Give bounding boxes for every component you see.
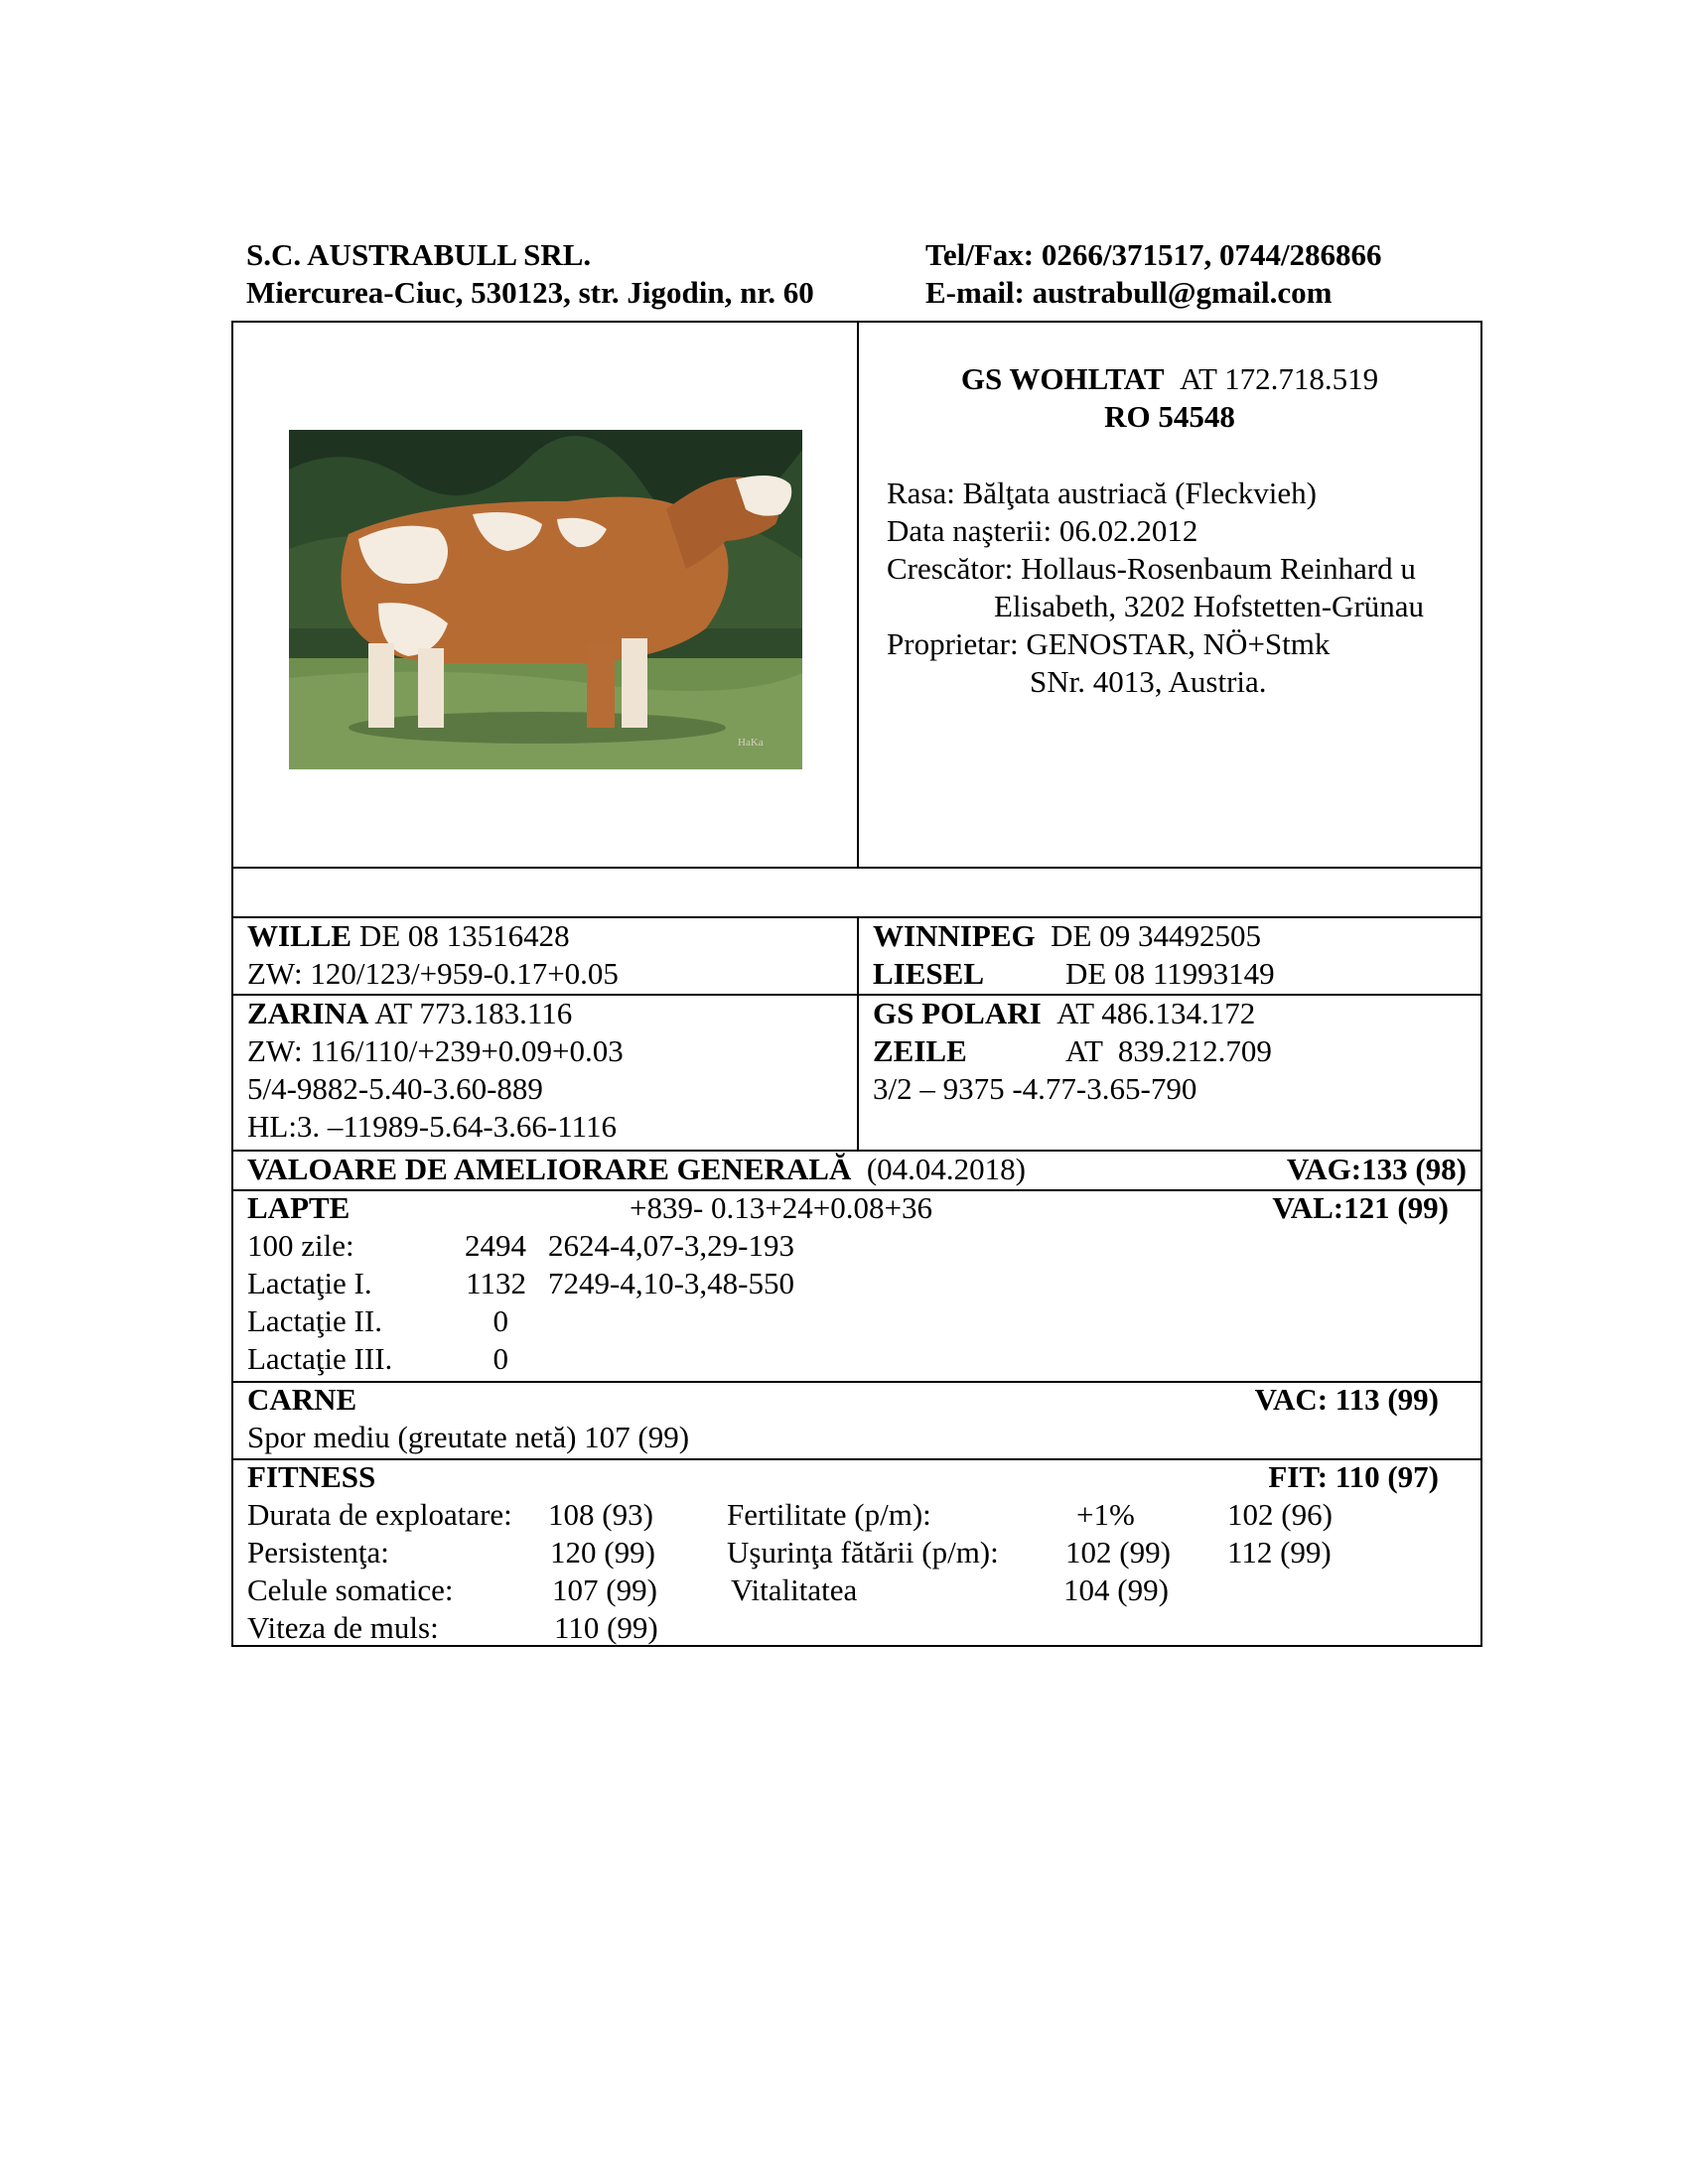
- fitness-trait-label: Uşurinţa fătării (p/m):: [727, 1535, 999, 1570]
- milk-row-label: Lactaţie I.: [247, 1266, 372, 1300]
- fitness-trait-value: +1%: [1076, 1497, 1135, 1532]
- fitness-trait-label: Viteza de muls:: [247, 1610, 439, 1645]
- company-email: E-mail: austrabull@gmail.com: [925, 275, 1333, 310]
- milk-row-days: 0: [492, 1341, 508, 1376]
- fitness-trait-label: Celule somatice:: [247, 1572, 454, 1607]
- bull-catalog-table: [231, 321, 1482, 1647]
- fitness-trait-label: Durata de exploatare:: [247, 1497, 512, 1532]
- milk-row-yield: 7249-4,10-3,48-550: [548, 1266, 794, 1300]
- sire-name: WILLE: [247, 918, 352, 953]
- fitness-trait-value: 107 (99): [552, 1572, 657, 1607]
- company-phone: Tel/Fax: 0266/371517, 0744/286866: [925, 237, 1382, 272]
- fitness-trait-value: 102 (96): [1227, 1497, 1333, 1532]
- fitness-trait-value: 120 (99): [550, 1535, 655, 1570]
- fitness-trait-value: 104 (99): [1063, 1572, 1169, 1607]
- fitness-fit: FIT: 110 (97): [1268, 1459, 1439, 1494]
- general-date: (04.04.2018): [866, 1152, 1026, 1186]
- divider: [857, 916, 859, 1150]
- dam-dam-name: ZEILE: [873, 1033, 967, 1068]
- general-vag: VAG:133 (98): [1286, 1152, 1467, 1186]
- sire-dam-name: LIESEL: [873, 956, 985, 991]
- dam-zw: ZW: 116/110/+239+0.09+0.03: [247, 1033, 624, 1068]
- fitness-trait-value: 110 (99): [554, 1610, 658, 1645]
- bull-breed: Rasa: Bălţata austriacă (Fleckvieh): [887, 476, 1317, 510]
- photo-watermark: HaKa: [738, 737, 764, 749]
- bull-title: [857, 360, 1482, 398]
- bull-breeder: Crescător: Hollaus-Rosenbaum Reinhard u: [887, 551, 1416, 586]
- milk-row-days: 0: [492, 1303, 508, 1338]
- general-label: VALOARE DE AMELIORARE GENERALĂ: [247, 1152, 852, 1186]
- divider: [233, 867, 1480, 869]
- dam-lifetime: HL:3. –11989-5.64-3.66-1116: [247, 1109, 617, 1144]
- bull-ro-id: RO 54548: [1104, 399, 1235, 434]
- meat-vac: VAC: 113 (99): [1254, 1382, 1439, 1417]
- bull-breeder-cont: Elisabeth, 3202 Hofstetten-Grünau: [994, 589, 1425, 623]
- dam: [247, 995, 572, 1032]
- sire-sire-id: DE 09 34492505: [1051, 918, 1261, 953]
- fitness-trait-label: Vitalitatea: [731, 1572, 858, 1607]
- sire-zw: ZW: 120/123/+959-0.17+0.05: [247, 956, 619, 991]
- meat-label: CARNE: [247, 1382, 357, 1417]
- milk-row-days: 1132: [466, 1266, 526, 1300]
- dam-id: AT 773.183.116: [374, 996, 573, 1030]
- milk-row-days: 2494: [465, 1228, 526, 1263]
- bull-owner: Proprietar: GENOSTAR, NÖ+Stmk: [887, 626, 1331, 661]
- fitness-trait-value: 108 (93): [548, 1497, 653, 1532]
- sire-id: DE 08 13516428: [358, 918, 570, 953]
- fitness-trait-value: 112 (99): [1227, 1535, 1332, 1570]
- dam-lactation: 5/4-9882-5.40-3.60-889: [247, 1071, 543, 1106]
- bull-owner-cont: SNr. 4013, Austria.: [1030, 664, 1267, 699]
- bull-photo: [289, 430, 802, 769]
- bull-at-id: AT 172.718.519: [1180, 361, 1379, 396]
- company-name: S.C. AUSTRABULL SRL.: [246, 237, 592, 272]
- general-value-row: [247, 1151, 1026, 1188]
- milk-row-label: Lactaţie III.: [247, 1341, 393, 1376]
- fitness-trait-value: 102 (99): [1065, 1535, 1171, 1570]
- company-address: Miercurea-Ciuc, 530123, str. Jigodin, nr. 60: [246, 275, 814, 310]
- milk-val: VAL:121 (99): [1272, 1190, 1449, 1225]
- sire-sire-name: WINNIPEG: [873, 918, 1036, 953]
- milk-row-label: 100 zile:: [247, 1228, 354, 1263]
- fitness-label: FITNESS: [247, 1459, 376, 1494]
- bull-name: GS WOHLTAT: [960, 361, 1165, 396]
- meat-gain: Spor mediu (greutate netă) 107 (99): [247, 1420, 690, 1454]
- dam-sire-name: GS POLARI: [873, 996, 1042, 1030]
- dam-dam-id: AT 839.212.709: [1065, 1033, 1272, 1068]
- sire: [247, 917, 570, 955]
- dam-dam-lactation: 3/2 – 9375 -4.77-3.65-790: [873, 1071, 1197, 1106]
- milk-label: LAPTE: [247, 1190, 351, 1225]
- bull-birth-date: Data naşterii: 06.02.2012: [887, 513, 1198, 548]
- sire-dam-id: DE 08 11993149: [1065, 956, 1275, 991]
- sire-sire: [873, 917, 1261, 955]
- dam-name: ZARINA: [247, 996, 369, 1030]
- milk-formula: +839- 0.13+24+0.08+36: [630, 1190, 933, 1225]
- fitness-trait-label: Fertilitate (p/m):: [727, 1497, 931, 1532]
- dam-sire: [873, 995, 1255, 1032]
- dam-sire-id: AT 486.134.172: [1056, 996, 1256, 1030]
- milk-row-yield: 2624-4,07-3,29-193: [548, 1228, 794, 1263]
- milk-row-label: Lactaţie II.: [247, 1303, 382, 1338]
- fitness-trait-label: Persistenţa:: [247, 1535, 389, 1570]
